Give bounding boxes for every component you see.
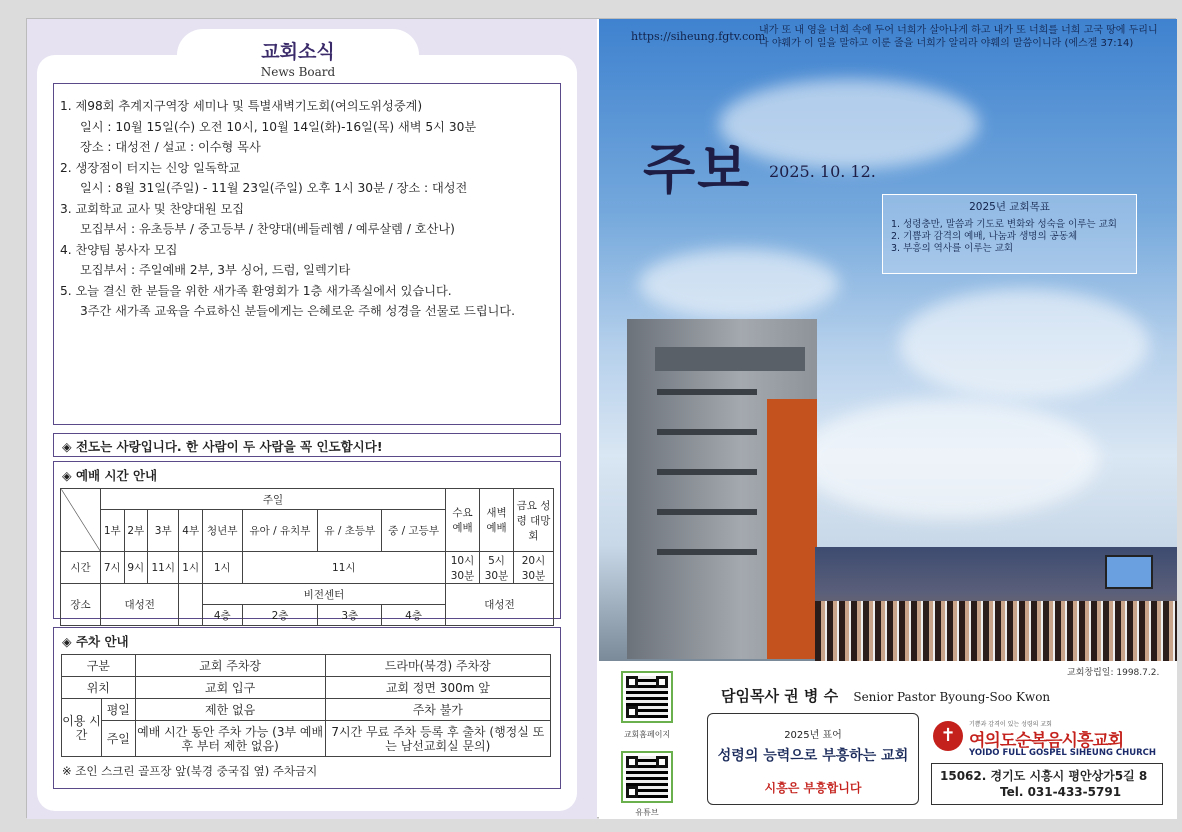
parking-h-drama: 드라마(북경) 주차장 (325, 655, 550, 677)
news-detail: 장소 : 대성전 / 설교 : 이수형 목사 (80, 140, 261, 154)
parking-loc-drama: 교회 정면 300m 앞 (325, 677, 550, 699)
fri-header: 금요 성령 대망회 (514, 489, 554, 552)
col-header: 2부 (124, 510, 148, 552)
news-title: 교회소식 (261, 41, 335, 63)
news-detail: 모집부서 : 주일예배 2부, 3부 싱어, 드럼, 일렉기타 (80, 263, 351, 277)
floor-cell: 3층 (318, 605, 382, 626)
news-detail: 3주간 새가족 교육을 수료하신 분들에게는 은혜로운 주해 성경을 선물로 드립니다. (80, 304, 516, 318)
news-item: 1. 제98회 추계지구역장 세미나 및 특별새벽기도회(여의도위성중계) (60, 99, 423, 113)
logo-name-en: YOIDO FULL GOSPEL SIHEUNG CHURCH (969, 748, 1157, 758)
parking-sunday-drama: 7시간 무료 주차 등록 후 출차 (행정실 또는 남선교회실 문의) (325, 721, 550, 757)
motto-box (707, 713, 919, 805)
parking-weekday-church: 제한 없음 (135, 699, 325, 721)
address-line: 15062. 경기도 시흥시 평안상가5길 8 (940, 769, 1148, 783)
parking-note: ※ 조인 스크린 골프장 앞(북경 중국집 옆) 주차금지 (62, 764, 318, 778)
parking-h-col: 구분 (62, 655, 136, 677)
diag-cell (61, 489, 101, 552)
col-header: 청년부 (202, 510, 242, 552)
goal-item: 3. 부흥의 역사를 이루는 교회 (891, 243, 1014, 254)
sunday-header: 주일 (101, 489, 446, 510)
parking-section (53, 627, 561, 789)
parking-table (61, 654, 551, 757)
time-cell: 11시 (242, 552, 445, 584)
dawn-header: 새벽 예배 (480, 489, 514, 552)
col-header: 중 / 고등부 (382, 510, 446, 552)
vision-center: 비전센터 (202, 584, 445, 605)
time-cell: 1시 (202, 552, 242, 584)
youtube-qr-label: 유튜브 (635, 808, 659, 817)
building-sign (655, 347, 805, 371)
col-header: 3부 (148, 510, 179, 552)
parking-sunday-church: 예배 시간 동안 주차 가능 (3부 예배 후 부터 제한 없음) (135, 721, 325, 757)
parking-weekday: 평일 (102, 699, 136, 721)
worship-table (60, 488, 554, 626)
parking-loc-label: 위치 (62, 677, 136, 699)
time-cell: 9시 (124, 552, 148, 584)
parking-heading: ◈ 주차 안내 (62, 634, 129, 649)
time-cell: 1시 (179, 552, 203, 584)
place-empty (179, 584, 203, 626)
cover-photo (599, 19, 1177, 661)
logo-name-ko: 여의도순복음시흥교회 (969, 731, 1124, 751)
news-item: 5. 오늘 결신 한 분들을 위한 새가족 환영회가 1층 새가족실에서 있습니다. (60, 283, 452, 298)
col-header: 유 / 초등부 (318, 510, 382, 552)
pastor-name-ko: 담임목사 권 병 수 (721, 687, 839, 705)
news-item: 3. 교회학교 교사 및 찬양대원 모집 (60, 201, 245, 216)
cross-icon: ✝ (933, 721, 963, 751)
worship-section (53, 461, 561, 622)
hall-crowd (815, 601, 1177, 661)
parking-use-label: 이용 시간 (62, 699, 102, 757)
place-main: 대성전 (101, 584, 179, 626)
floor-cell: 4층 (202, 605, 242, 626)
church-address (931, 763, 1163, 805)
wed-time: 10시 30분 (446, 552, 480, 584)
wed-header: 수요 예배 (446, 489, 480, 552)
place-weekday: 대성전 (446, 584, 554, 626)
news-tab (177, 29, 419, 79)
scripture-verse: 내가 또 내 영을 너희 속에 두어 너희가 살아나게 하고 내가 또 너희를 너희 고국 땅에 두리니 나 야훼가 이 일을 말하고 이룬 줄을 너희가 알리라 야훼의 말씀이니라 (에스겔 37:14) (759, 25, 1158, 49)
dawn-time: 5시 30분 (480, 552, 514, 584)
bulletin-title: 주보 (643, 138, 752, 201)
homepage-qr-label: 교회홈페이지 (623, 730, 671, 739)
news-panel (27, 19, 597, 819)
time-cell: 7시 (101, 552, 125, 584)
church-building (627, 319, 817, 659)
parking-weekday-drama: 주차 불가 (325, 699, 550, 721)
church-logo (933, 719, 1165, 761)
church-goals (882, 194, 1137, 274)
motto-year: 2025년 표어 (784, 730, 842, 741)
founded-date: 교회창립일: 1998.7.2. (1067, 668, 1160, 678)
col-header: 유아 / 유치부 (242, 510, 318, 552)
time-cell: 11시 (148, 552, 179, 584)
fri-time: 20시 30분 (514, 552, 554, 584)
hall-screen (1105, 555, 1153, 589)
floor-cell: 4층 (382, 605, 446, 626)
logo-tagline: 기쁨과 감격이 있는 성령의 교회 (969, 721, 1052, 728)
homepage-qr-icon[interactable] (621, 671, 673, 723)
news-detail: 모집부서 : 유초등부 / 중고등부 / 찬양대(베들레헴 / 예루살렘 / 호산나) (80, 222, 455, 236)
floor-cell: 2층 (242, 605, 318, 626)
col-header: 4부 (179, 510, 203, 552)
bulletin-page (26, 18, 1176, 818)
goals-title: 2025년 교회목표 (969, 201, 1050, 213)
church-url[interactable]: https://siheung.fgtv.com (631, 30, 766, 43)
parking-h-church: 교회 주차장 (135, 655, 325, 677)
time-label: 시간 (61, 552, 101, 584)
youtube-qr-icon[interactable] (621, 751, 673, 803)
goal-item: 2. 기쁨과 감격의 예배, 나눔과 생명의 공동체 (891, 231, 1078, 242)
motto-text: 성령의 능력으로 부흥하는 교회 (717, 748, 909, 764)
place-label: 장소 (61, 584, 101, 626)
worship-hall-photo (815, 547, 1177, 661)
parking-sunday: 주일 (102, 721, 136, 757)
news-subtitle: News Board (260, 65, 336, 79)
bulletin-date: 2025. 10. 12. (769, 162, 876, 181)
motto-sub: 시흥은 부흥합니다 (764, 781, 862, 795)
pastor-name-en: Senior Pastor Byoung-Soo Kwon (853, 690, 1051, 704)
cover-panel (599, 19, 1177, 819)
news-detail: 일시 : 10월 15일(수) 오전 10시, 10월 14일(화)-16일(목) 새벽 5시 30분 (80, 119, 477, 134)
news-item: 2. 생장점이 터지는 신앙 일독학교 (60, 160, 241, 175)
phone-line: Tel. 031-433-5791 (1000, 785, 1122, 799)
col-header: 1부 (101, 510, 125, 552)
goal-item: 1. 성령충만, 말씀과 기도로 변화와 성숙을 이루는 교회 (891, 219, 1117, 230)
news-list (53, 83, 561, 425)
worship-heading: ◈ 예배 시간 안내 (62, 468, 158, 483)
news-item: 4. 찬양팀 봉사자 모집 (60, 242, 178, 257)
evangel-banner: ◈ 전도는 사랑입니다. 한 사람이 두 사람을 꼭 인도합시다! (53, 433, 561, 457)
news-detail: 일시 : 8월 31일(주일) - 11월 23일(주일) 오후 1시 30분 / 장소 : 대성전 (80, 181, 468, 195)
building-accent (767, 399, 817, 659)
senior-pastor (721, 685, 1050, 706)
parking-loc-church: 교회 입구 (135, 677, 325, 699)
